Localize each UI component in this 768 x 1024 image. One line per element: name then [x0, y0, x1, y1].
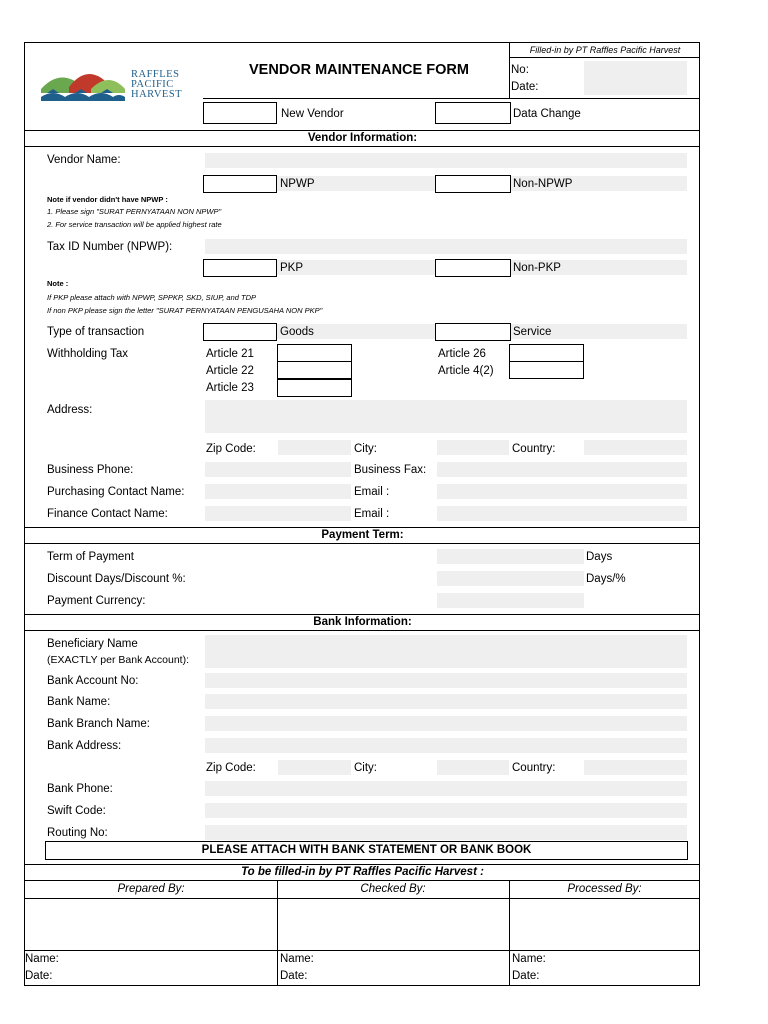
beneficiary-label: Beneficiary Name — [47, 638, 138, 650]
prepared-by-signature-area[interactable] — [25, 899, 277, 949]
vendor-name-label: Vendor Name: — [47, 154, 121, 166]
data-change-checkbox[interactable] — [435, 102, 511, 124]
business-fax-label: Business Fax: — [354, 464, 427, 476]
logo-text-3: HARVEST — [131, 89, 183, 100]
date-label: Date: — [511, 81, 539, 93]
bank-city-label: City: — [354, 762, 377, 774]
processed-date-label: Date: — [512, 970, 540, 982]
vendor-section-title: Vendor Information: — [307, 132, 418, 144]
vendor-name-field[interactable] — [205, 153, 687, 168]
discount-label: Discount Days/Discount %: — [47, 573, 186, 585]
days-label: Days — [586, 551, 613, 563]
bank-phone-field[interactable] — [205, 781, 687, 796]
article-22-checkbox[interactable] — [277, 361, 352, 379]
city-field[interactable] — [437, 440, 509, 455]
checked-name-label: Name: — [280, 953, 314, 965]
bank-phone-label: Bank Phone: — [47, 783, 113, 795]
service-label: Service — [513, 326, 552, 338]
routing-no-field[interactable] — [205, 825, 687, 840]
npwp-note-title: Note if vendor didn't have NPWP : — [47, 195, 168, 204]
bank-name-field[interactable] — [205, 694, 687, 709]
logo-text-2: PACIFIC — [131, 79, 174, 90]
finance-contact-field[interactable] — [205, 506, 351, 521]
filled-in-note: Filled-in by PT Raffles Pacific Harvest — [529, 45, 681, 55]
city-label: City: — [354, 443, 377, 455]
article-4-2-checkbox[interactable] — [509, 361, 584, 379]
purchasing-contact-label: Purchasing Contact Name: — [47, 486, 185, 498]
bank-country-label: Country: — [512, 762, 556, 774]
non-pkp-label: Non-PKP — [513, 262, 561, 274]
bank-zip-label: Zip Code: — [206, 762, 256, 774]
data-change-label: Data Change — [513, 108, 581, 120]
article-21-checkbox[interactable] — [277, 344, 352, 362]
article-23-label: Article 23 — [206, 382, 254, 394]
pkp-checkbox[interactable] — [203, 259, 277, 277]
routing-no-label: Routing No: — [47, 827, 108, 839]
npwp-label: NPWP — [280, 178, 315, 190]
finance-contact-label: Finance Contact Name: — [47, 508, 168, 520]
payment-section-title: Payment Term: — [321, 529, 404, 541]
country-label: Country: — [512, 443, 556, 455]
payment-currency-label: Payment Currency: — [47, 595, 146, 607]
prepared-date-label: Date: — [25, 970, 53, 982]
article-26-checkbox[interactable] — [509, 344, 584, 362]
days-pct-label: Days/% — [586, 573, 626, 585]
npwp-note-1: 1. Please sign "SURAT PERNYATAAN NON NPWP" — [47, 207, 222, 216]
npwp-checkbox[interactable] — [203, 175, 277, 193]
pkp-note-title: Note : — [47, 279, 69, 288]
pkp-note-1: If PKP please attach with NPWP, SPPKP, SKD, SIUP, and TDP — [47, 293, 256, 302]
no-label: No: — [511, 64, 529, 76]
checked-date-label: Date: — [280, 970, 308, 982]
article-22-label: Article 22 — [206, 365, 254, 377]
npwp-note-2: 2. For service transaction will be applied highest rate — [47, 220, 222, 229]
vendor-form — [24, 42, 700, 986]
purchasing-email-label: Email : — [354, 486, 390, 498]
pkp-label: PKP — [280, 262, 304, 274]
payment-currency-field[interactable] — [437, 593, 584, 608]
company-logo — [39, 63, 189, 105]
tax-id-field[interactable] — [205, 239, 687, 254]
attach-bank-statement-note: PLEASE ATTACH WITH BANK STATEMENT OR BANK BOOK — [45, 841, 688, 860]
bank-country-field[interactable] — [584, 760, 687, 775]
bank-address-field[interactable] — [205, 738, 687, 753]
checked-by-signature-area[interactable] — [278, 899, 509, 949]
purchasing-email-field[interactable] — [437, 484, 687, 499]
non-pkp-checkbox[interactable] — [435, 259, 511, 277]
page-title: VENDOR MAINTENANCE FORM — [249, 62, 469, 78]
branch-name-field[interactable] — [205, 716, 687, 731]
business-fax-field[interactable] — [437, 462, 687, 477]
new-vendor-checkbox[interactable] — [203, 102, 277, 124]
bank-name-label: Bank Name: — [47, 696, 111, 708]
swift-code-label: Swift Code: — [47, 805, 106, 817]
bank-account-label: Bank Account No: — [47, 675, 139, 687]
bank-city-field[interactable] — [437, 760, 509, 775]
article-23-checkbox[interactable] — [277, 379, 352, 397]
branch-name-label: Bank Branch Name: — [47, 718, 150, 730]
beneficiary-field[interactable] — [205, 635, 687, 668]
pkp-note-2: If non PKP please sign the letter "SURAT PERNYATAAN PENGUSAHA NON PKP" — [47, 306, 323, 315]
prepared-by-label: Prepared By: — [117, 883, 185, 895]
bank-address-label: Bank Address: — [47, 740, 122, 752]
processed-by-signature-area[interactable] — [510, 899, 700, 949]
article-21-label: Article 21 — [206, 348, 254, 360]
article-4-2-label: Article 4(2) — [438, 365, 494, 377]
finance-email-label: Email : — [354, 508, 390, 520]
article-26-label: Article 26 — [438, 348, 486, 360]
non-npwp-checkbox[interactable] — [435, 175, 511, 193]
term-of-payment-label: Term of Payment — [47, 551, 134, 563]
prepared-name-label: Name: — [25, 953, 59, 965]
no-field[interactable] — [584, 61, 687, 95]
finance-email-field[interactable] — [437, 506, 687, 521]
swift-code-field[interactable] — [205, 803, 687, 818]
bank-section-title: Bank Information: — [313, 616, 412, 628]
bank-account-field[interactable] — [205, 673, 687, 688]
processed-name-label: Name: — [512, 953, 546, 965]
address-field[interactable] — [205, 400, 687, 433]
business-phone-label: Business Phone: — [47, 464, 134, 476]
business-phone-field[interactable] — [205, 462, 351, 477]
beneficiary-note: (EXACTLY per Bank Account): — [47, 654, 190, 666]
processed-by-label: Processed By: — [567, 883, 642, 895]
zip-code-label: Zip Code: — [206, 443, 256, 455]
non-npwp-label: Non-NPWP — [513, 178, 573, 190]
tax-id-label: Tax ID Number (NPWP): — [47, 241, 173, 253]
purchasing-contact-field[interactable] — [205, 484, 351, 499]
logo-text-1: RAFFLES — [131, 69, 180, 80]
goods-label: Goods — [280, 326, 314, 338]
withholding-tax-label: Withholding Tax — [47, 348, 128, 360]
new-vendor-label: New Vendor — [281, 108, 344, 120]
checked-by-label: Checked By: — [360, 883, 426, 895]
address-label: Address: — [47, 404, 93, 416]
country-field[interactable] — [584, 440, 687, 455]
footer-title: To be filled-in by PT Raffles Pacific Harvest : — [241, 866, 484, 878]
service-checkbox[interactable] — [435, 323, 511, 341]
goods-checkbox[interactable] — [203, 323, 277, 341]
bank-zip-field[interactable] — [278, 760, 351, 775]
term-of-payment-field[interactable] — [437, 549, 584, 564]
discount-field[interactable] — [437, 571, 584, 586]
zip-code-field[interactable] — [278, 440, 351, 455]
transaction-type-label: Type of transaction — [47, 326, 145, 338]
